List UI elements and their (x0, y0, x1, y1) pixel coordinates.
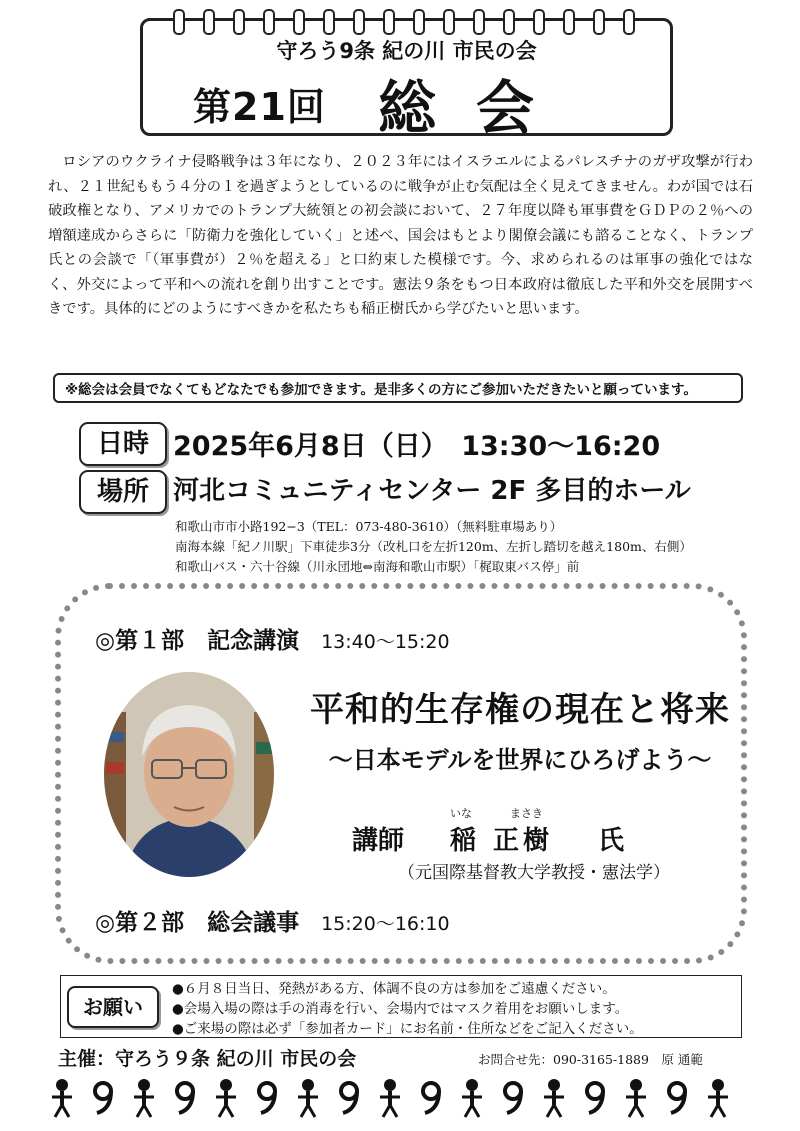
stick-figure-icon (52, 1079, 72, 1117)
binder-ring (443, 9, 455, 35)
part2-heading (95, 904, 450, 937)
part1-heading (95, 622, 450, 655)
address-line: 南海本線「紀ノ川駅」下車徒歩3分（改札口を左折120m、左折し踏切を越え180m、右側） (175, 539, 692, 554)
nine-icon (423, 1083, 439, 1113)
part2-time: 15:20～16:10 (321, 913, 450, 935)
stick-figure-icon (134, 1079, 154, 1117)
binder-ring (263, 9, 275, 35)
date-value: 2025年6月8日（日） 13:30～16:20 (173, 431, 661, 462)
binder-ring (593, 9, 605, 35)
intro-paragraph: ロシアのウクライナ侵略戦争は３年になり、２０２３年にはイスラエルによるパレスチナのガザ攻撃が行われ、２１世紀ももう４分の１を過ぎようとしているのに戦争が止む気配は全く見えてきません。わが国では石破政権となり、アメリカでのトランプ大統領との初会談において、２７年度以降も軍事費をＧＤＰの２％への増額達成からさらに「防衛力を強化していく」と述べ、国会はもとより閣僚会議にも諮ることなく、トランプ氏との会談で「（軍事費が）２％を超える」と口約束した模様です。今、求められるのは軍事の強化ではなく、外交によって平和への流れを創り出すことです。憲法９条をもつ日本政府は徹底した平和外交を展開すべきです。具体的にどのようにすべきかを私たちも稲正樹氏から学びたいと思います。 (48, 154, 753, 317)
request-item: ●ご来場の際は必ず「参加者カード」にお名前・住所などをご記入ください。 (172, 1021, 643, 1037)
request-item: ●６月８日当日、発熱がある方、体調不良の方は参加をご遠慮ください。 (172, 981, 616, 997)
speaker-name-ruby: まさき (510, 807, 543, 820)
binder-ring (383, 9, 395, 35)
binder-ring (503, 9, 515, 35)
nine-icon (341, 1083, 357, 1113)
nine-icon (177, 1083, 193, 1113)
participation-notice: ※総会は会員でなくてもどなたでも参加できます。是非多くの方にご参加いただきたいと願っています。 (53, 373, 743, 403)
date-label: 日時 (79, 422, 167, 466)
binder-ring (563, 9, 575, 35)
stick-figure-icon (626, 1079, 646, 1117)
stick-figure-icon (298, 1079, 318, 1117)
speaker-affiliation: （元国際基督教大学教授・憲法学） (398, 863, 670, 883)
organizer: 主催：守ろう９条 紀の川 市民の会 (58, 1048, 357, 1070)
header-notepad (140, 18, 673, 142)
address-line: 和歌山バス・六十谷線（川永団地⇔南海和歌山市駅）「梶取東バス停」前 (175, 559, 580, 574)
binder-ring (173, 9, 185, 35)
speaker-portrait-image (104, 672, 274, 877)
speaker-role: 講師 (352, 826, 405, 856)
meeting-title: 総会 (378, 74, 575, 142)
nine-figures-decoration (50, 1075, 750, 1120)
nine-icon (95, 1083, 111, 1113)
address-line: 和歌山市市小路192−3（TEL：073-480-3610）（無料駐車場あり） (175, 519, 563, 534)
speaker-name: 稲 正樹 (450, 826, 554, 856)
nine-icon (505, 1083, 521, 1113)
requests-label: お願い (67, 986, 159, 1028)
binder-ring (293, 9, 305, 35)
binder-ring (353, 9, 365, 35)
nine-icon (669, 1083, 685, 1113)
organization-name: 守ろう9条 紀の川 市民の会 (276, 39, 537, 63)
part1-label: ◎第１部 記念講演 (95, 628, 300, 654)
speaker-photo (104, 672, 274, 877)
part2-label: ◎第２部 総会議事 (95, 910, 300, 936)
stick-figure-icon (708, 1079, 728, 1117)
venue-label: 場所 (79, 470, 167, 514)
speaker-name-ruby: いな (450, 807, 472, 820)
stick-figure-icon (544, 1079, 564, 1117)
binder-ring (473, 9, 485, 35)
request-item: ●会場入場の際は手の消毒を行い、会場内ではマスク着用をお願いします。 (172, 1001, 629, 1017)
contact-info: お問合せ先：090-3165-1889 原 通範 (478, 1052, 703, 1067)
part1-time: 13:40～15:20 (321, 631, 450, 653)
nine-icon (259, 1083, 275, 1113)
binder-ring (623, 9, 635, 35)
binder-ring (323, 9, 335, 35)
binder-ring (533, 9, 545, 35)
lecture-subtitle: ～日本モデルを世界にひろげよう～ (328, 745, 712, 774)
lecture-title: 平和的生存権の現在と将来 (310, 690, 730, 730)
binder-ring (203, 9, 215, 35)
binder-ring (413, 9, 425, 35)
stick-figure-icon (380, 1079, 400, 1117)
binder-ring (233, 9, 245, 35)
stick-figure-icon (462, 1079, 482, 1117)
stick-figure-icon (216, 1079, 236, 1117)
meeting-number: 第21回 (193, 85, 326, 129)
speaker-honorific: 氏 (598, 826, 625, 856)
nine-icon (587, 1083, 603, 1113)
venue-value: 河北コミュニティセンター 2F 多目的ホール (173, 476, 691, 506)
